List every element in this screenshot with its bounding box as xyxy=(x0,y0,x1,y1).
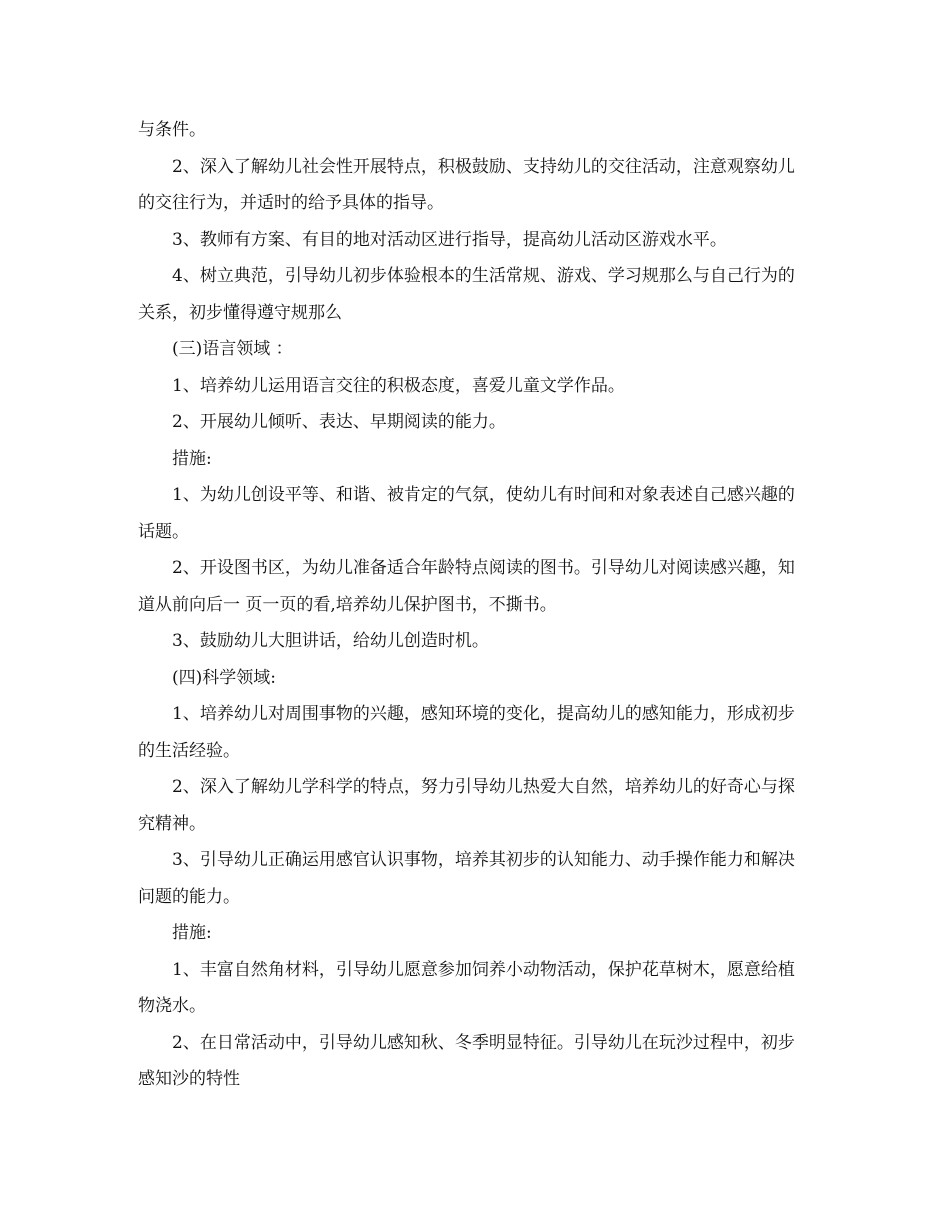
paragraph-15: 3、引导幼儿正确运用感官认识事物，培养其初步的认知能力、动手操作能力和解决问题的能力。 xyxy=(138,850,795,907)
section-heading-language: (三)语言领域 ： xyxy=(172,339,293,359)
paragraph-9: 1、为幼儿创设平等、和谐、被肯定的气氛，使幼儿有时间和对象表述自己感兴趣的话题。 xyxy=(138,485,795,542)
measures-label-1: 措施: xyxy=(172,448,212,469)
paragraph-3: 3、教师有方案、有目的地对活动区进行指导，提高幼儿活动区游戏水平。 xyxy=(172,229,727,250)
paragraph-4: 4、树立典范，引导幼儿初步体验根本的生活常规、游戏、学习规那么与自己行为的关系，初步懂得遵守规那么 xyxy=(138,266,795,323)
paragraph-10: 2、开设图书区，为幼儿准备适合年龄特点阅读的图书。引导幼儿对阅读感兴趣，知道从前向后一 页一页的看,培养幼儿保护图书，不撕书。 xyxy=(138,558,795,615)
paragraph-11: 3、鼓励幼儿大胆讲话，给幼儿创造时机。 xyxy=(172,631,489,651)
paragraph-2: 2、深入了解幼儿社会性开展特点，积极鼓励、支持幼儿的交往活动，注意观察幼儿的交往行为，并适时的给予具体的指导。 xyxy=(138,156,795,213)
paragraph-14: 2、深入了解幼儿学科学的特点，努力引导幼儿热爱大自然，培养幼儿的好奇心与探究精神。 xyxy=(138,777,795,834)
paragraph-6: 1、培养幼儿运用语言交往的积极态度，喜爱儿童文学作品。 xyxy=(172,375,625,396)
paragraph-1: 与条件。 xyxy=(138,120,206,140)
measures-label-2: 措施: xyxy=(172,923,212,943)
document-body xyxy=(138,112,802,1098)
section-heading-science: (四)科学领域: xyxy=(172,667,276,688)
paragraph-7: 2、开展幼儿倾听、表达、早期阅读的能力。 xyxy=(172,412,506,432)
paragraph-13: 1、培养幼儿对周围事物的兴趣，感知环境的变化，提高幼儿的感知能力，形成初步的生活经验。 xyxy=(138,704,795,761)
paragraph-18: 2、在日常活动中，引导幼儿感知秋、冬季明显特征。引导幼儿在玩沙过程中，初步感知沙的特性 xyxy=(138,1032,795,1089)
paragraph-17: 1、丰富自然角材料，引导幼儿愿意参加饲养小动物活动，保护花草树木，愿意给植物浇水。 xyxy=(138,959,795,1016)
